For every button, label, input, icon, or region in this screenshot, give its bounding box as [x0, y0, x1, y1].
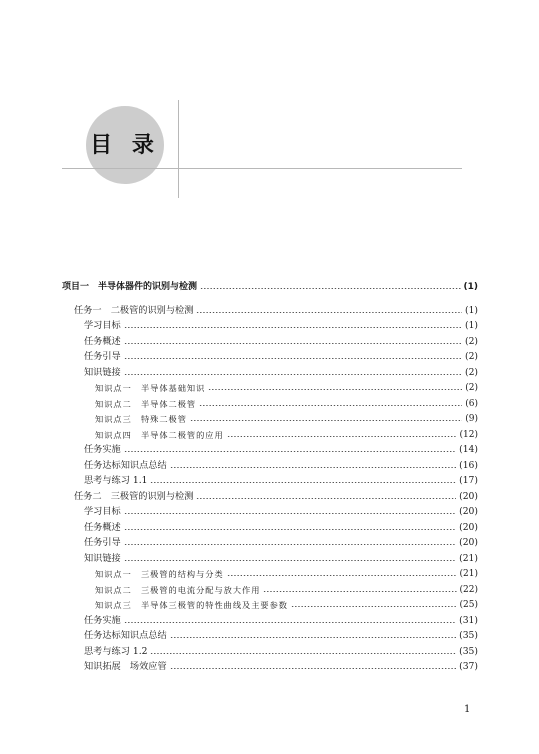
toc-entry-label: 任务二 三极管的识别与检测 [74, 490, 194, 502]
toc-entry-page: (25) [459, 600, 478, 610]
toc-entry[interactable] [95, 381, 478, 395]
toc-entry-page: (1) [463, 281, 478, 292]
dot-leader [170, 629, 456, 643]
dot-leader [124, 552, 456, 566]
toc-entry-label: 任务一 二极管的识别与检测 [74, 304, 194, 316]
dot-leader [200, 280, 460, 294]
toc-entry-label: 知识点一 半导体基础知识 [95, 383, 206, 393]
dot-leader [124, 505, 456, 519]
dot-leader [190, 412, 462, 426]
toc-entry[interactable] [84, 350, 478, 364]
dot-leader [170, 660, 456, 674]
toc-entry-page: (20) [459, 537, 478, 548]
toc-entry-page: (20) [459, 506, 478, 517]
toc-entry-label: 思考与练习 1.1 [84, 475, 148, 486]
toc-entry[interactable] [84, 319, 478, 333]
toc-entry-page: (1) [464, 304, 478, 316]
toc-entry-page: (20) [459, 521, 478, 533]
page-number: 1 [464, 704, 471, 715]
decorative-horizontal-line [62, 168, 462, 169]
toc-entry-page: (2) [465, 383, 478, 393]
dot-leader [150, 645, 456, 659]
toc-entry[interactable] [84, 505, 478, 519]
toc-entry-page: (2) [464, 351, 478, 362]
toc-entry-page: (1) [464, 320, 478, 331]
toc-entry[interactable] [95, 583, 478, 597]
dot-leader [291, 598, 457, 612]
toc-entry-page: (16) [459, 459, 478, 471]
toc-entry-label: 任务引导 [84, 351, 121, 362]
dot-leader [124, 350, 462, 364]
toc-entry[interactable] [95, 567, 478, 581]
toc-entry-page: (35) [459, 630, 478, 641]
toc-entry-label: 任务引导 [84, 537, 121, 548]
page-title: 目 录 [90, 133, 160, 158]
toc-entry-label: 任务实施 [84, 614, 121, 626]
toc-entry-page: (17) [459, 475, 478, 486]
dot-leader [227, 567, 457, 581]
toc-entry-page: (9) [465, 414, 478, 424]
toc-entry-label: 知识点三 半导体三极管的特性曲线及主要参数 [95, 600, 288, 610]
toc-entry-label: 知识点二 半导体二极管 [95, 398, 197, 409]
toc-entry[interactable] [95, 412, 478, 426]
toc-entry-label: 思考与练习 1.2 [84, 645, 148, 657]
toc-entry-page: (6) [465, 398, 478, 409]
dot-leader [263, 583, 456, 597]
dot-leader [196, 304, 462, 318]
toc-entry[interactable] [95, 598, 478, 612]
dot-leader [124, 521, 456, 535]
toc-entry-label: 知识点四 半导体二极管的应用 [95, 429, 224, 440]
toc-entry-label: 项目一 半导体器件的识别与检测 [62, 281, 198, 292]
toc-entry-page: (22) [459, 584, 478, 595]
toc-entry-page: (21) [459, 569, 478, 579]
toc-entry[interactable] [74, 490, 478, 504]
toc-entry-label: 学习目标 [84, 506, 121, 517]
toc-entry-page: (20) [459, 490, 478, 502]
toc-entry-label: 知识链接 [84, 366, 121, 378]
toc-entry[interactable] [84, 629, 478, 643]
toc-entry[interactable] [84, 366, 478, 380]
dot-leader [124, 319, 462, 333]
toc-entry-page: (2) [464, 366, 478, 378]
toc-entry[interactable] [84, 521, 478, 535]
toc-entry[interactable] [95, 397, 478, 411]
toc-entry[interactable] [84, 459, 478, 473]
dot-leader [170, 459, 456, 473]
toc-entry-label: 任务达标知识点总结 [84, 459, 167, 471]
dot-leader [124, 443, 456, 457]
toc-entry[interactable] [84, 614, 478, 628]
toc-entry-label: 任务达标知识点总结 [84, 630, 167, 641]
toc-entry-page: (35) [459, 645, 478, 657]
dot-leader [124, 335, 462, 349]
dot-leader [124, 366, 462, 380]
toc-entry-page: (31) [459, 614, 478, 626]
dot-leader [124, 536, 456, 550]
toc-entry[interactable] [84, 552, 478, 566]
toc-entry-page: (37) [459, 661, 478, 672]
toc-entry-label: 任务概述 [84, 521, 121, 533]
toc-entry-label: 知识点二 三极管的电流分配与放大作用 [95, 584, 261, 595]
toc-entry-label: 知识点一 三极管的结构与分类 [95, 569, 224, 579]
dot-leader [150, 474, 456, 488]
dot-leader [196, 490, 456, 504]
toc-entry[interactable] [84, 660, 478, 674]
toc-entry-page: (12) [459, 429, 478, 440]
toc-entry-label: 知识拓展 场效应管 [84, 661, 167, 672]
toc-entry-label: 任务概述 [84, 335, 121, 347]
toc-entry-label: 知识链接 [84, 552, 121, 564]
dot-leader [124, 614, 456, 628]
toc-entry-label: 学习目标 [84, 320, 121, 331]
decorative-vertical-line [178, 100, 179, 198]
toc-entry[interactable] [84, 536, 478, 550]
toc-entry-page: (14) [459, 444, 478, 455]
dot-leader [208, 381, 462, 395]
toc-entry[interactable] [84, 443, 478, 457]
toc-entry[interactable] [95, 428, 478, 442]
dot-leader [199, 397, 462, 411]
toc-entry-label: 任务实施 [84, 444, 121, 455]
toc-entry[interactable] [62, 280, 478, 294]
toc-entry-label: 知识点三 特殊二极管 [95, 414, 187, 424]
dot-leader [227, 428, 457, 442]
toc-entry[interactable] [84, 335, 478, 349]
toc-entry[interactable] [84, 474, 478, 488]
toc-entry-page: (21) [459, 552, 478, 564]
toc-entry[interactable] [84, 645, 478, 659]
toc-entry[interactable] [74, 304, 478, 318]
toc-entry-page: (2) [464, 335, 478, 347]
